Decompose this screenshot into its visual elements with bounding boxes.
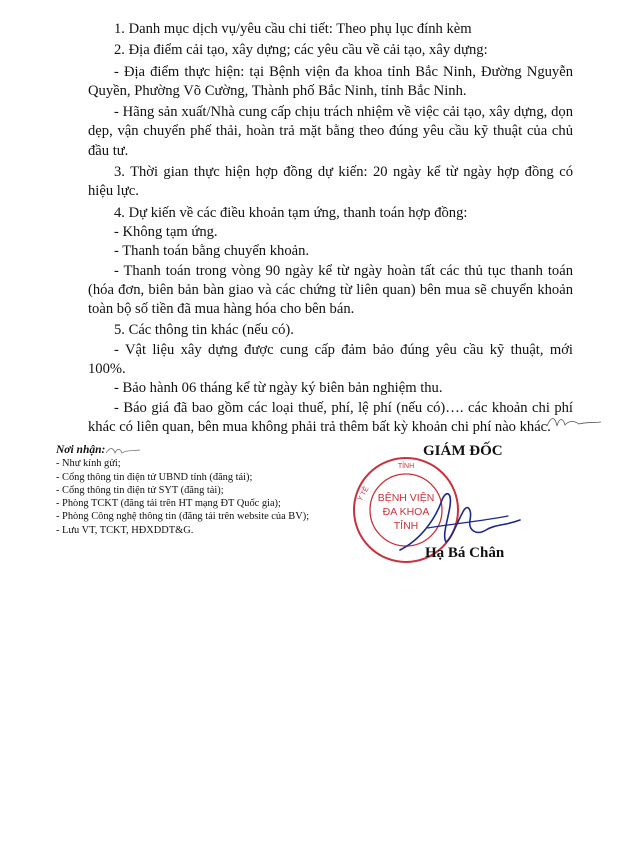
- bank-transfer: - Thanh toán bằng chuyển khoản.: [114, 243, 310, 260]
- price-inclusion: - Báo giá đã bao gồm các loại thuế, phí, lệ phí (nếu có)…. các khoản chi phí khác có liên quan, bên mua không phải trả thêm bất kỳ khoản chi phí nào khác.: [88, 399, 573, 435]
- document-body: [88, 20, 573, 439]
- recipient-line: - Phòng Công nghệ thông tin (đăng tải trên website của BV);: [56, 511, 310, 523]
- stamp-line-2: ĐA KHOA: [382, 506, 430, 518]
- recipient-line: - Cổng thông tin điện tử UBND tỉnh (đăng tải);: [56, 471, 253, 483]
- payment-deadline: - Thanh toán trong vòng 90 ngày kể từ ngày hoàn tất các thủ tục thanh toán (hóa đơn, biên bản bàn giao và các chứng từ liên quan) bên mua sẽ chuyển khoản toàn bộ số tiền đã mua hàng hóa cho bên bán.: [88, 262, 573, 318]
- item-5-other-info: 5. Các thông tin khác (nếu có).: [114, 322, 294, 339]
- recipients-title: Nơi nhận:: [56, 444, 106, 456]
- signer-name: Hạ Bá Chân: [425, 545, 505, 561]
- item-2-location-requirements: 2. Địa điểm cải tạo, xây dựng; các yêu cầu về cải tạo, xây dựng:: [114, 42, 488, 59]
- initials-scribble: [545, 412, 605, 434]
- stamp-ring-left: Y TẾ: [356, 485, 371, 503]
- recipient-line: - Cổng thông tin điện tử SYT (đăng tải);: [56, 484, 224, 496]
- recipient-line: - Như kính gửi;: [56, 458, 121, 470]
- recipient-line: - Lưu VT, TCKT, HĐXDDT&G.: [56, 524, 194, 536]
- stamp-line-1: BỆNH VIỆN: [377, 492, 435, 504]
- material-quality: - Vật liệu xây dựng được cung cấp đảm bảo đúng yêu cầu kỹ thuật, mới 100%.: [88, 341, 573, 378]
- contractor-responsibility: - Hãng sản xuất/Nhà cung cấp chịu trách nhiệm về việc cải tạo, xây dựng, dọn dẹp, vận chuyển phế thải, hoàn trả mặt bằng theo đúng yêu cầu kỹ thuật của chủ đầu tư.: [88, 104, 573, 159]
- stamp-ring-top: TỈNH: [397, 463, 415, 470]
- recipients-block: [56, 444, 356, 537]
- recipients-initials-scribble: [104, 444, 144, 458]
- item-3-contract-duration: 3. Thời gian thực hiện hợp đồng dự kiến: 20 ngày kể từ ngày hợp đồng có hiệu lực.: [88, 164, 573, 200]
- location-detail: - Địa điểm thực hiện: tại Bệnh viện đa khoa tỉnh Bắc Ninh, Đường Nguyễn Quyền, Phường Võ Cường, Thành phố Bắc Ninh, tỉnh Bắc Ninh.: [88, 63, 573, 99]
- recipient-line: - Phòng TCKT (đăng tải trên HT mạng ĐT Quốc gia);: [56, 498, 281, 510]
- item-1-service-list: 1. Danh mục dịch vụ/yêu cầu chi tiết: Theo phụ lục đính kèm: [114, 21, 472, 37]
- stamp-line-3: TỈNH: [393, 520, 419, 532]
- signer-title: GIÁM ĐỐC: [423, 443, 503, 459]
- no-advance: - Không tạm ứng.: [114, 223, 218, 240]
- warranty: - Bảo hành 06 tháng kể từ ngày ký biên bản nghiệm thu.: [114, 380, 443, 397]
- item-4-payment-terms: 4. Dự kiến về các điều khoản tạm ứng, thanh toán hợp đồng:: [114, 204, 468, 221]
